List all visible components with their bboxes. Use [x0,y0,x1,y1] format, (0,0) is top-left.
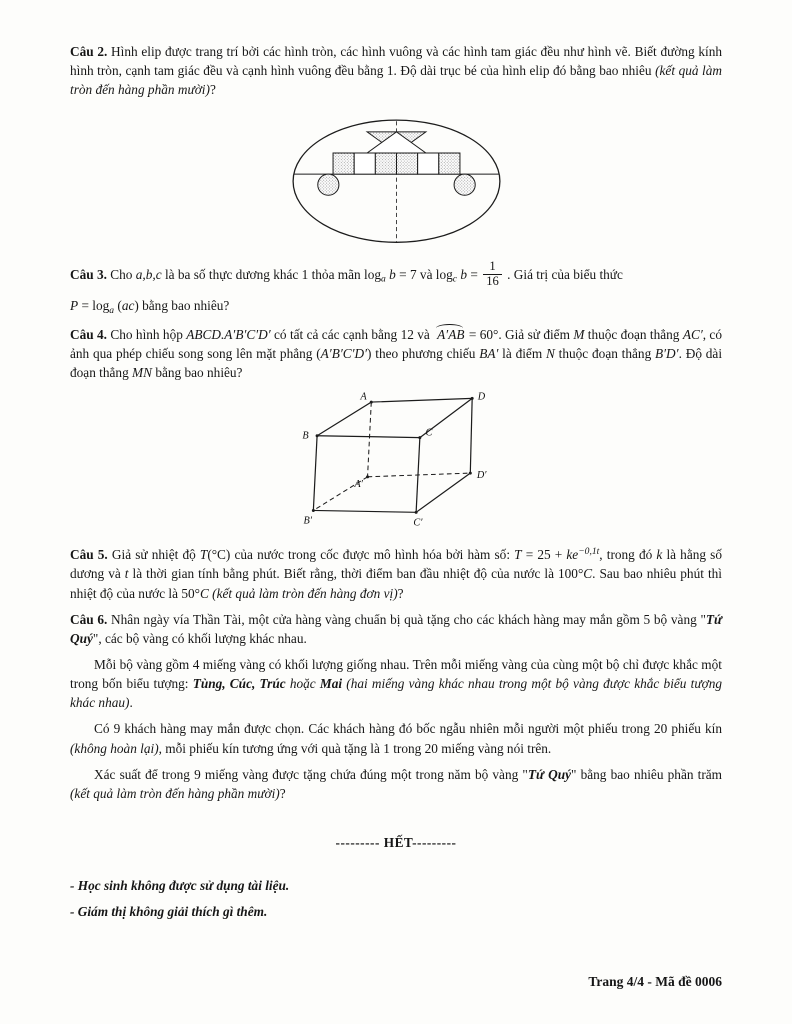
text-run: Cho [110,266,136,282]
text-run: là hằng số dương và [70,547,722,582]
text-run: " bằng bao nhiêu phần trăm [571,766,723,782]
text-run: Mai [319,676,343,692]
text-run: = [467,266,482,282]
text-run: Tứ Quý [70,611,722,646]
text-run: ? [209,82,216,98]
text-run: AC′ [682,326,703,342]
text-run: BA′ [479,345,499,361]
text-run: . Sau bao nhiêu phút thì nhiệt độ của nước là 50° [70,566,722,601]
text-run: (°C) của nước trong cốc được mô hình hóa bởi hàm số: [207,547,515,563]
text-run: (kết quả làm tròn đến hàng phần mười) [70,63,723,98]
text-run: , trong đó [599,547,657,563]
text-run: , có ảnh qua phép chiếu song song lên mặt phẳng ( [70,326,722,361]
text-run: t [124,566,129,582]
text-run: ", các bộ vàng có khối lượng khác nhau. [92,630,307,646]
question-3-expression [70,296,722,318]
label-D: D [477,391,485,403]
text-run: là thời gian tính bằng phút. Biết rằng, thời điểm ban đầu nhiệt độ của nước là 100° [128,566,584,582]
fraction: $\frac{1}{16}$ [483,260,502,288]
text-run: Câu 3. [70,266,111,282]
text-run: = 7 và [395,266,436,282]
text-run: ? [397,585,404,601]
label-C: C [424,427,432,439]
text-run: Tùng, Cúc, Trúc [192,676,286,692]
text-run: T [514,547,522,563]
text-run: B′D′ [655,345,679,361]
text-run: thuộc đoạn thẳng [584,326,683,342]
text-run: Có 9 khách hàng may mắn được chọn. Các khách hàng đó bốc ngẫu nhiên mỗi người một phiếu trong 20 phiếu kín [94,721,722,737]
note-no-materials: - Học sinh không được sử dụng tài liệu. [70,878,290,894]
text-run: Tứ Quý [527,766,571,782]
text-run: hoặc [285,676,320,692]
text-run: C [583,566,593,582]
text-run: ( [114,298,122,314]
text-run: ac [121,298,135,314]
text-run: là ba số thực dương khác 1 thỏa mãn [161,266,365,282]
text-run: b [457,266,468,282]
text-run: A′AB [437,326,465,342]
question-5-text [70,545,722,602]
text-run: P [70,298,79,314]
end-marker: --------- HẾT--------- [335,834,457,850]
text-run: Nhân ngày vía Thần Tài, một cửa hàng vàng chuẩn bị quà tặng cho các khách hàng may mắn gồm 5 bộ vàng " [111,611,706,627]
question-6-para-3 [70,719,722,757]
text-run: . Giá trị của biểu thức [503,266,623,282]
text-run: (hai miếng vàng khác nhau trong một bộ vàng được khắc biểu tượng khác nhau) [70,676,722,711]
note-no-explanation: - Giám thị không giải thích gì thêm. [70,904,268,920]
decor-triangles [367,132,426,153]
text-run: Giả sử nhiệt độ [111,547,200,563]
text-run: T [199,547,208,563]
text-run: a [381,273,386,285]
text-run: Mỗi bộ vàng gồm 4 miếng vàng có khối lượng giống nhau. Trên mỗi miếng vàng của cùng một bộ chỉ được khắc một trong bốn biểu tượng: [70,657,722,692]
text-run: thuộc đoạn thẳng [554,345,656,361]
label-B-prime: B′ [302,515,312,527]
text-run: (kết quả làm tròn đến hàng phần mười) [70,785,280,801]
text-run: (không hoàn lại) [70,740,159,756]
text-run: Câu 2. [70,44,112,59]
label-B: B [301,430,309,442]
text-run: a,b,c [135,266,162,282]
text-run: Cho hình hộp [110,326,187,342]
question-3-text [70,259,722,290]
text-run: ? [279,785,286,801]
text-run: = 60°. Giả sử điểm [465,326,574,342]
parallelepiped-figure [70,389,722,536]
text-run: a [109,304,115,316]
text-run: log [435,266,453,282]
text-run: Xác suất để trong 9 miếng vàng được tặng chứa đúng một trong năm bộ vàng " [94,766,528,782]
parallelepiped-drawing [289,389,504,531]
text-run: . Độ dài đoạn thẳng [70,345,723,381]
vertex-labels [302,391,487,528]
text-run: c [452,273,458,285]
label-C-prime: C′ [412,517,423,529]
text-run: là điểm [498,345,546,361]
text-run: ABCD.A′B′C′D′ [186,326,271,342]
text-run: C [199,585,213,601]
vertex-dots [311,397,473,514]
question-4-text [70,325,722,382]
text-run: Câu 6. [70,611,112,627]
text-run: ) bằng bao nhiêu? [134,298,230,314]
question-6-para-4 [70,765,722,803]
question-2-text [70,42,722,99]
ellipse-decoration-drawing [279,106,514,247]
text-run: Câu 4. [70,326,111,342]
text-run: = log [78,298,110,314]
ellipse-figure [70,106,722,252]
text-run: Hình elip được trang trí bởi các hình tròn, các hình vuông và các hình tam giác đều như hình vẽ. Biết đường kính hình tròn, cạnh tam giác đều và cạnh hình vuông đều bằng 1. Độ dài trục bé của hình elip đó bằng bao nhiêu [70,44,722,79]
text-run: N [545,345,555,361]
question-6-intro [70,610,722,648]
text-run: M [573,326,585,342]
label-A-prime: A′ [353,479,363,491]
text-run: ke [566,547,579,563]
label-D-prime: D′ [476,469,487,481]
text-run: (kết quả làm tròn đến hàng đơn vị) [212,585,398,601]
text-run: log [364,266,382,282]
page-footer: Trang 4/4 - Mã đề 0006 [588,974,722,989]
text-run: . [129,695,133,711]
text-run: có tất cả các cạnh bằng 12 và [270,326,434,342]
decor-squares [333,153,460,174]
label-A: A [359,391,367,403]
text-run: −0,1t [578,546,600,558]
text-run: = 25 + [521,547,567,563]
text-run: , mỗi phiếu kín tương ứng với quà tặng là 1 trong 20 miếng vàng nói trên. [158,740,552,756]
text-run: b [385,266,396,282]
dashed-hidden-edges [313,402,470,510]
text-run: k [656,547,663,563]
text-run: MN [132,365,152,381]
question-6-para-2 [70,655,722,712]
text-run: ) theo phương chiếu [367,345,480,361]
text-run: Câu 5. [70,547,112,563]
text-run: bằng bao nhiêu? [152,365,243,381]
text-run: A′B′C′D′ [320,345,368,361]
